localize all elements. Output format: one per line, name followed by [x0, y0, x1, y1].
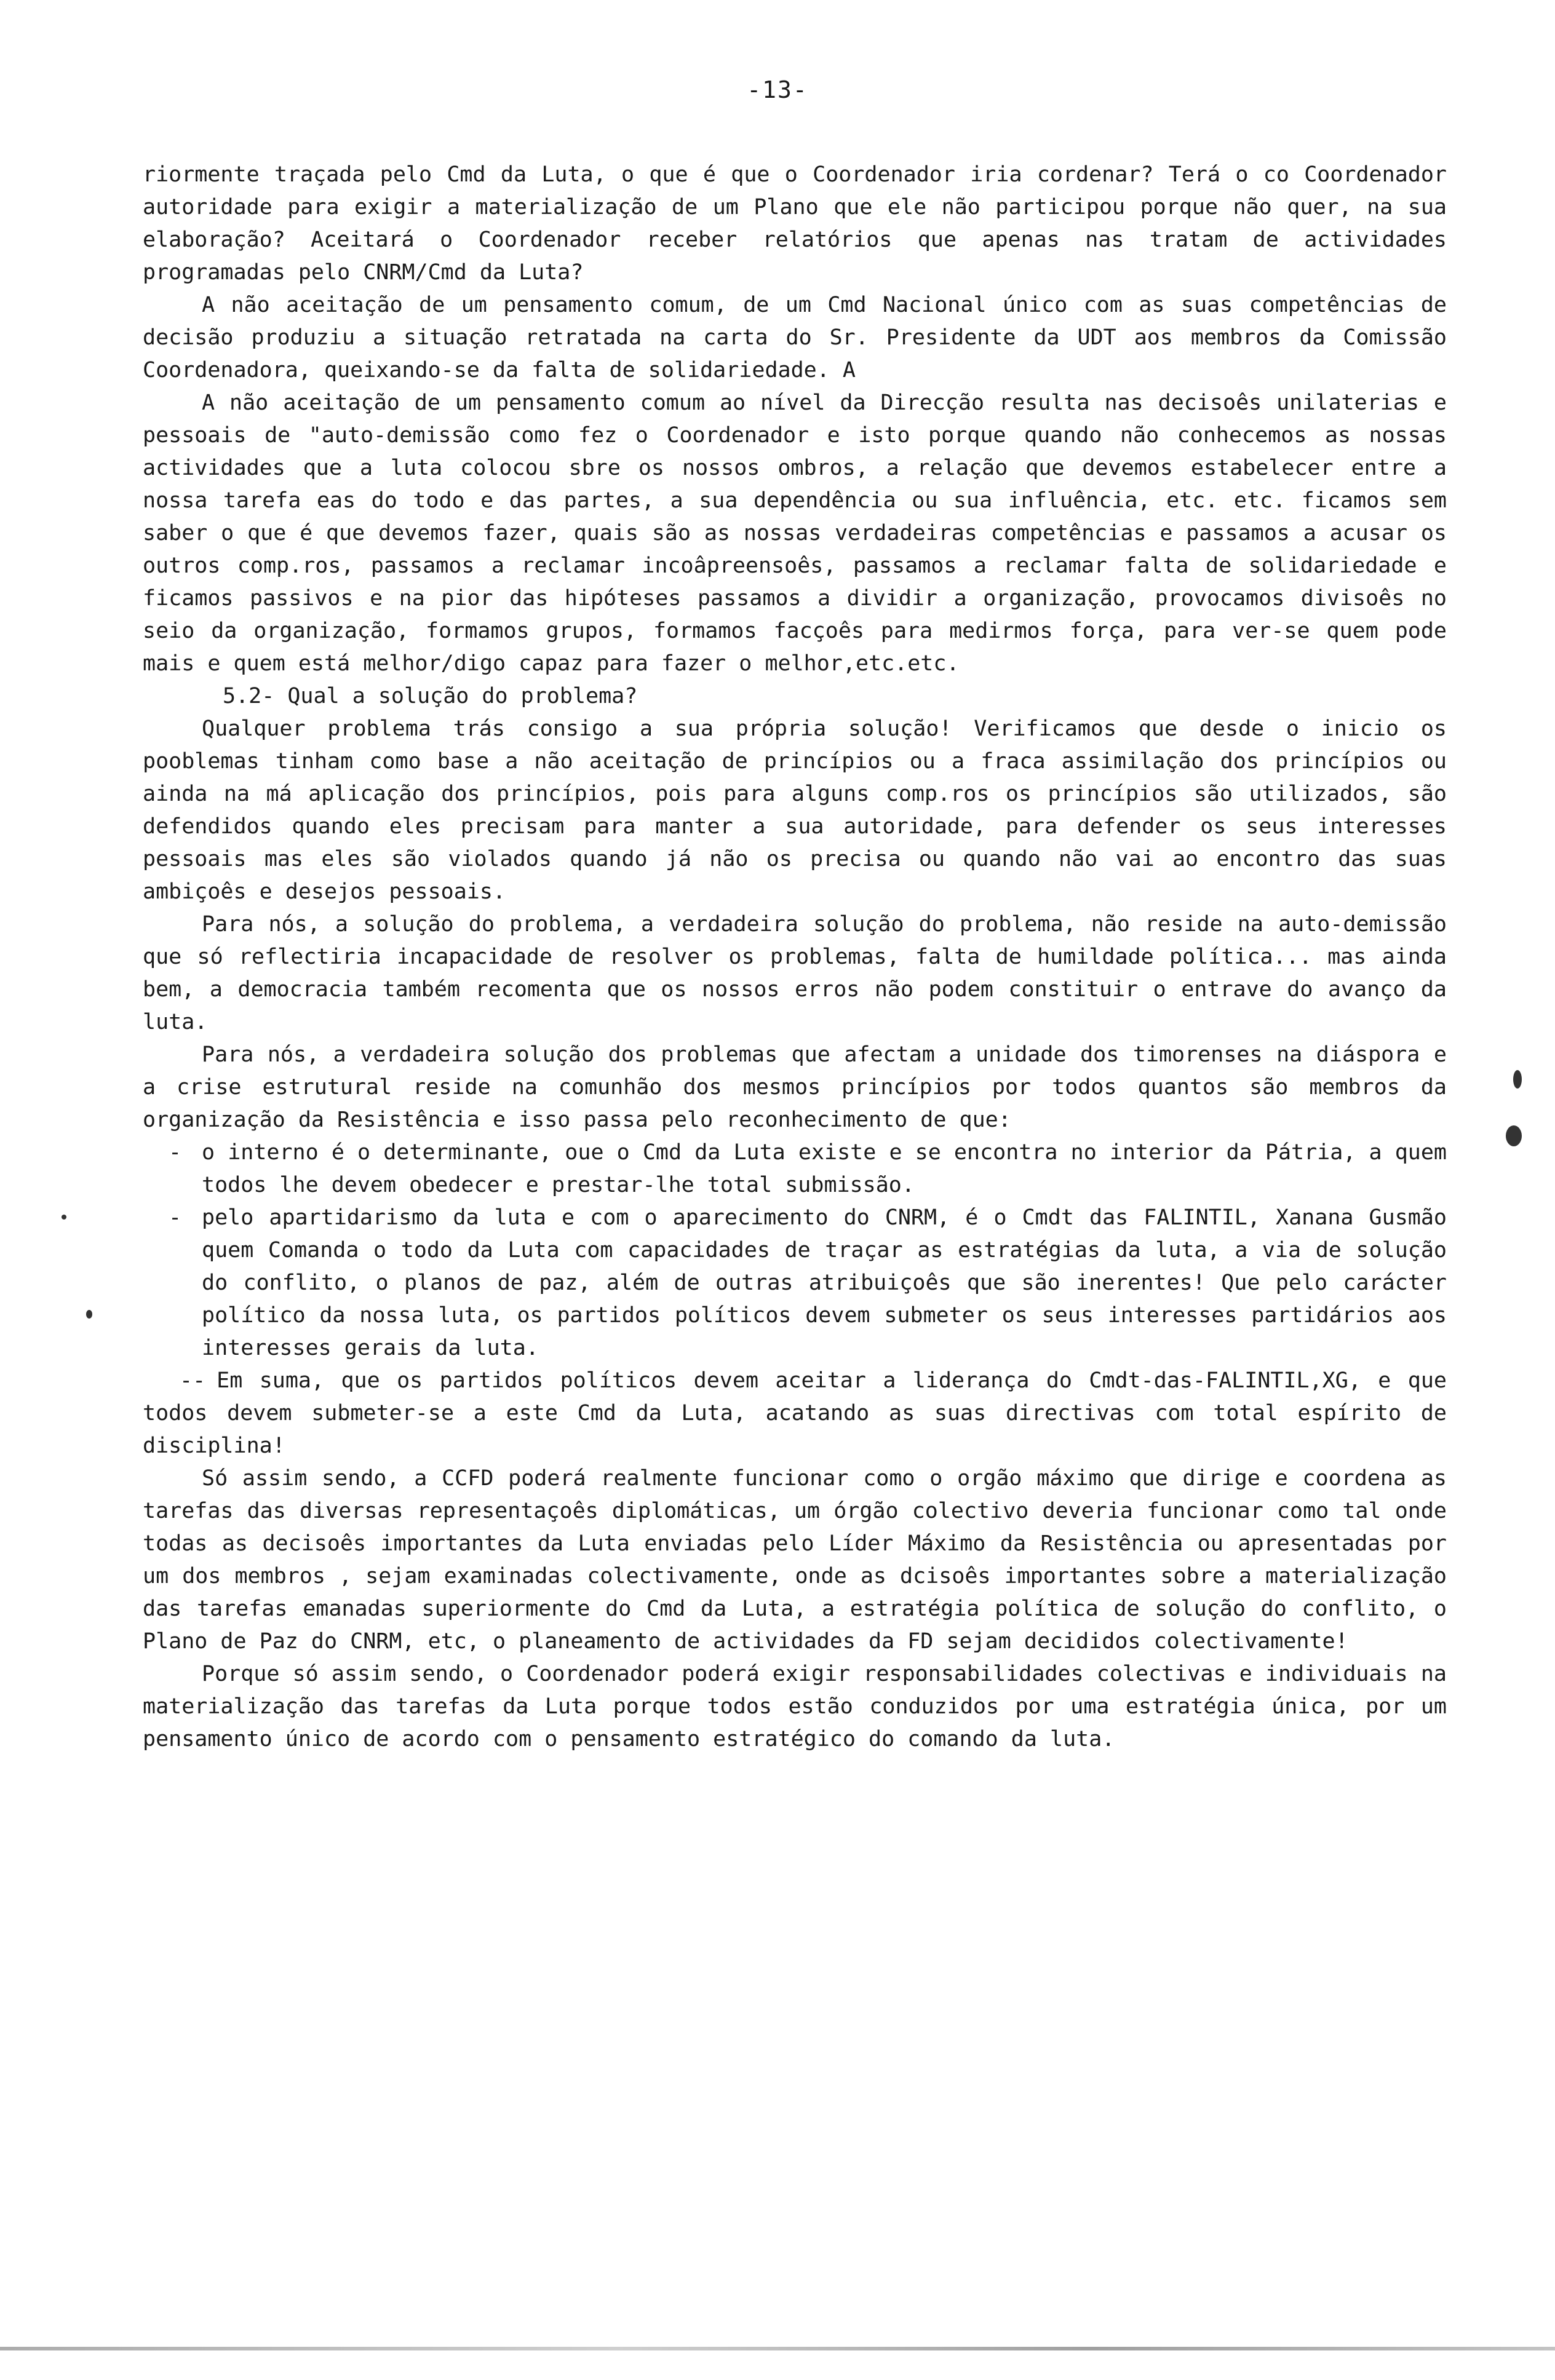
scan-speck	[1513, 1070, 1522, 1089]
paragraph-5: Para nós, a solução do problema, a verdadeira solução do problema, não reside na auto-demissão que só reflectiria incapacidade de resolver os problemas, falta de humildade política... mas ainda bem, a democracia também recomenta que os nossos erros não podem constituir o entrave do avanço da luta.	[143, 912, 1460, 1034]
summary-text: Em suma, que os partidos políticos devem aceitar a liderança do Cmdt-das-FALINTIL,XG, e que todos devem submeter-se a este Cmd da Luta, acatando as suas directivas com total espírito de disciplina!	[143, 1368, 1460, 1458]
page-number: -13-	[747, 76, 808, 103]
list-dash: -	[169, 1205, 182, 1230]
paragraph-6: Para nós, a verdadeira solução dos problemas que afectam a unidade dos timorenses na diáspora e a crise estrutural reside na comunhão dos mesmos princípios por todos quantos são membros da organização da Resistência e isso passa pelo reconhecimento de que:	[143, 1042, 1460, 1132]
summary-paragraph	[143, 1365, 1460, 1462]
list-item	[143, 1136, 1447, 1202]
list-item-text: o interno é o determinante, oue o Cmd da Luta existe e se encontra no interior da Pátria, a quem todos lhe devem obedecer e prestar-lhe total submissão.	[202, 1140, 1447, 1197]
scan-speck	[1506, 1125, 1522, 1146]
paragraph-4: Qualquer problema trás consigo a sua própria solução! Verificamos que desde o inicio os pooblemas tinham como base a não aceitação de princípios ou a fraca assimilação dos princípios ou ainda na má aplicação dos princípios, pois para alguns comp.ros os princípios são utilizados, são defendidos quando eles precisam para manter a sua autoridade, para defender os seus interesses pessoais mas eles são violados quando já não os precisa ou quando não vai ao encontro das suas ambiçoês e desejos pessoais.	[143, 716, 1460, 904]
list-item	[143, 1202, 1447, 1365]
list-item-text: pelo apartidarismo da luta e com o aparecimento do CNRM, é o Cmdt das FALINTIL, Xanana Gusmão quem Comanda o todo da Luta com capacidades de traçar as estratégias da luta, a via de solução do conflito, o planos de paz, além de outras atribuiçoês que são inerentes! Que pelo carácter político da nossa luta, os partidos políticos devem submeter os seus interesses partidários aos interesses gerais da luta.	[202, 1205, 1447, 1360]
scan-edge	[0, 2347, 1555, 2350]
paragraph-2: A não aceitação de um pensamento comum, de um Cmd Nacional único com as suas competências de decisão produziu a situação retratada na carta do Sr. Presidente da UDT aos membros da Comissão Coordenadora, queixando-se da falta de solidariedade. A	[143, 293, 1460, 383]
paragraph-1: riormente traçada pelo Cmd da Luta, o que é que o Coordenador iria cordenar? Terá o co Coordenador autoridade para exigir a materialização de um Plano que ele não participou porque não quer, na sua elaboração? Aceitará o Coordenador receber relatórios que apenas nas tratam de actividades programadas pelo CNRM/Cmd da Luta?	[143, 162, 1460, 285]
scan-speck	[86, 1310, 92, 1319]
principles-list	[143, 1136, 1447, 1365]
summary-dash: --	[180, 1368, 206, 1393]
section-heading: 5.2- Qual a solução do problema?	[223, 684, 638, 708]
list-dash: -	[169, 1140, 182, 1165]
paragraph-7: Só assim sendo, a CCFD poderá realmente funcionar como o orgão máximo que dirige e coordena as tarefas das diversas representaçoês diplomáticas, um órgão colectivo deveria funcionar como tal onde todas as decisoês importantes da Luta enviadas pelo Líder Máximo da Resistência ou apresentadas por um dos membros , sejam examinadas colectivamente, onde as dcisoês importantes sobre a materialização das tarefas emanadas superiormente do Cmd da Luta, a estratégia política de solução do conflito, o Plano de Paz do CNRM, etc, o planeamento de actividades da FD sejam decididos colectivamente!	[143, 1466, 1460, 1654]
paragraph-3: A não aceitação de um pensamento comum ao nível da Direcção resulta nas decisoês unilaterias e pessoais de "auto-demissão como fez o Coordenador e isto porque quando não conhecemos as nossas actividades que a luta colocou sbre os nossos ombros, a relação que devemos estabelecer entre a nossa tarefa eas do todo e das partes, a sua dependência ou sua influência, etc. etc. ficamos sem saber o que é que devemos fazer, quais são as nossas verdadeiras competências e passamos a acusar os outros comp.ros, passamos a reclamar incoâpreensoês, passamos a reclamar falta de solidariedade e ficamos passivos e na pior das hipóteses passamos a dividir a organização, provocamos divisoês no seio da organização, formamos grupos, formamos facçoês para medirmos força, para ver-se quem pode mais e quem está melhor/digo capaz para fazer o melhor,etc.etc.	[143, 391, 1460, 676]
scan-speck	[62, 1215, 66, 1220]
document-body	[143, 159, 1460, 1756]
paragraph-8: Porque só assim sendo, o Coordenador poderá exigir responsabilidades colectivas e individuais na materialização das tarefas da Luta porque todos estão conduzidos por uma estratégia única, por um pensamento único de acordo com o pensamento estratégico do comando da luta.	[143, 1662, 1460, 1751]
